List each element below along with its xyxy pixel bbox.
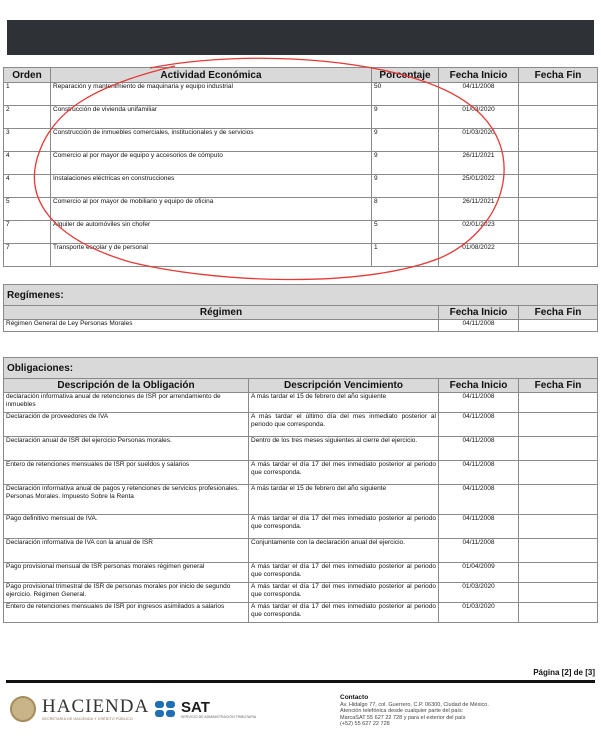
table-row (4, 393, 598, 413)
cell-inicio: 04/11/2008 (439, 437, 519, 461)
table-row (4, 152, 598, 175)
cell-inicio: 04/11/2008 (439, 320, 519, 332)
table-row (4, 129, 598, 152)
cell-inicio: 25/01/2022 (439, 175, 519, 198)
cell-descripcion: Declaración informativa anual de pagos y retenciones de servicios profesionales. Personas Morales. Impuesto Sobre la Renta (4, 485, 249, 515)
cell-descripcion: Declaración informativa de IVA con la anual de ISR (4, 539, 249, 563)
col-fecha-fin: Fecha Fin (519, 379, 598, 393)
cell-fin (519, 198, 598, 221)
table-row (4, 198, 598, 221)
cell-inicio: 04/11/2008 (439, 393, 519, 413)
sat-logo (155, 700, 256, 719)
cell-inicio: 04/11/2008 (439, 539, 519, 563)
cell-porcentaje: 9 (372, 152, 439, 175)
cell-inicio: 01/08/2022 (439, 244, 519, 267)
cell-vencimiento: A más tardar el día 17 del mes inmediato posterior al periodo que corresponda. (249, 603, 439, 623)
national-seal-icon (10, 696, 36, 722)
page-number: Página [2] de [3] (533, 668, 595, 677)
contact-line: (+52) 55 627 22 728 (340, 721, 390, 727)
contact-title: Contacto (340, 694, 369, 701)
sat-subtitle: SERVICIO DE ADMINISTRACIÓN TRIBUTARIA (181, 715, 257, 719)
cell-porcentaje: 9 (372, 129, 439, 152)
table-row (4, 221, 598, 244)
col-fecha-fin: Fecha Fin (519, 306, 598, 320)
sat-mark-icon (155, 701, 177, 719)
cell-inicio: 04/11/2008 (439, 515, 519, 539)
cell-porcentaje: 5 (372, 221, 439, 244)
cell-regimen: Régimen General de Ley Personas Morales (4, 320, 439, 332)
sat-title: SAT (181, 699, 210, 716)
cell-inicio: 04/11/2008 (439, 413, 519, 437)
cell-descripcion: Declaración de proveedores de IVA (4, 413, 249, 437)
cell-porcentaje: 50 (372, 83, 439, 106)
table-row (4, 539, 598, 563)
cell-fin (519, 393, 598, 413)
cell-porcentaje: 1 (372, 244, 439, 267)
col-fecha-inicio: Fecha Inicio (439, 306, 519, 320)
cell-fin (519, 437, 598, 461)
cell-fin (519, 175, 598, 198)
cell-inicio: 04/11/2008 (439, 485, 519, 515)
cell-fin (519, 413, 598, 437)
cell-fin (519, 563, 598, 583)
cell-vencimiento: A más tardar el último día del mes inmediato posterior al periodo que corresponda. (249, 413, 439, 437)
table-row (4, 244, 598, 267)
cell-inicio: 01/03/2020 (439, 106, 519, 129)
cell-descripcion: Pago provisional trimestral de ISR de personas morales por inicio de segundo ejercicio. Régimen General. (4, 583, 249, 603)
cell-actividad: Comercio al por mayor de equipo y accesorios de cómputo (51, 152, 372, 175)
col-vencimiento: Descripción Vencimiento (249, 379, 439, 393)
col-porcentaje: Porcentaje (372, 68, 439, 83)
cell-inicio: 04/11/2008 (439, 461, 519, 485)
cell-vencimiento: A más tardar el día 17 del mes inmediato posterior al periodo que corresponda. (249, 461, 439, 485)
cell-orden: 4 (4, 152, 51, 175)
activities-table (3, 67, 598, 267)
table-row (4, 515, 598, 539)
cell-inicio: 26/11/2021 (439, 152, 519, 175)
cell-fin (519, 320, 598, 332)
cell-porcentaje: 9 (372, 106, 439, 129)
table-row (4, 583, 598, 603)
cell-descripcion: Entero de retenciones mensuales de ISR por sueldos y salarios (4, 461, 249, 485)
contact-line: Av. Hidalgo 77, col. Guerrero, C.P. 06300, Ciudad de México. (340, 701, 489, 708)
cell-fin (519, 539, 598, 563)
cell-descripcion: Entero de retenciones mensuales de ISR por ingresos asimilados a salarios (4, 603, 249, 623)
cell-actividad: Comercio al por mayor de mobiliario y equipo de oficina (51, 198, 372, 221)
cell-fin (519, 515, 598, 539)
cell-inicio: 01/03/2020 (439, 129, 519, 152)
cell-descripcion: declaración informativa anual de retenciones de ISR por arrendamiento de inmuebles (4, 393, 249, 413)
cell-fin (519, 152, 598, 175)
contact-line: MarcaSAT 55 627 22 728 y para el exterior del país (340, 714, 466, 721)
contact-line: Atención telefónica desde cualquier parte del país: (340, 708, 464, 714)
table-row (4, 461, 598, 485)
col-regimen: Régimen (4, 306, 439, 320)
regimenes-table (3, 284, 598, 332)
cell-vencimiento: A más tardar el 15 de febrero del año siguiente (249, 393, 439, 413)
cell-inicio: 01/03/2020 (439, 583, 519, 603)
col-fecha-inicio: Fecha Inicio (439, 68, 519, 83)
cell-orden: 7 (4, 244, 51, 267)
cell-fin (519, 129, 598, 152)
col-fecha-fin: Fecha Fin (519, 68, 598, 83)
cell-inicio: 01/04/2009 (439, 563, 519, 583)
table-row (4, 320, 598, 332)
cell-vencimiento: Dentro de los tres meses siguientes al cierre del ejercicio. (249, 437, 439, 461)
table-row (4, 563, 598, 583)
cell-actividad: Construcción de inmuebles comerciales, institucionales y de servicios (51, 129, 372, 152)
cell-actividad: Reparación y mantenimiento de maquinaria y equipo industrial (51, 83, 372, 106)
hacienda-title: HACIENDA (42, 696, 150, 717)
regimenes-title: Regímenes: (4, 285, 598, 306)
cell-vencimiento: A más tardar el día 17 del mes inmediato posterior al periodo que corresponda. (249, 583, 439, 603)
obligaciones-table (3, 357, 598, 623)
table-row (4, 437, 598, 461)
cell-actividad: Alquiler de automóviles sin chofer (51, 221, 372, 244)
header-bar (7, 20, 594, 55)
cell-porcentaje: 9 (372, 175, 439, 198)
cell-fin (519, 106, 598, 129)
cell-vencimiento: A más tardar el 15 de febrero del año siguiente (249, 485, 439, 515)
cell-orden: 4 (4, 175, 51, 198)
cell-vencimiento: A más tardar el día 17 del mes inmediato posterior al periodo que corresponda. (249, 515, 439, 539)
table-row (4, 413, 598, 437)
footer-divider (6, 680, 595, 683)
contact-block (340, 695, 596, 728)
cell-actividad: Construcción de vivienda unifamiliar (51, 106, 372, 129)
cell-orden: 3 (4, 129, 51, 152)
cell-inicio: 01/03/2020 (439, 603, 519, 623)
table-row (4, 106, 598, 129)
col-actividad: Actividad Económica (51, 68, 372, 83)
cell-vencimiento: A más tardar el día 17 del mes inmediato posterior al periodo que corresponda. (249, 563, 439, 583)
table-row (4, 83, 598, 106)
cell-fin (519, 221, 598, 244)
cell-inicio: 26/11/2021 (439, 198, 519, 221)
cell-fin (519, 485, 598, 515)
cell-actividad: Instalaciones eléctricas en construcciones (51, 175, 372, 198)
table-row (4, 603, 598, 623)
cell-porcentaje: 8 (372, 198, 439, 221)
cell-fin (519, 244, 598, 267)
cell-descripcion: Declaración anual de ISR del ejercicio Personas morales. (4, 437, 249, 461)
col-orden: Orden (4, 68, 51, 83)
cell-orden: 2 (4, 106, 51, 129)
hacienda-subtitle: SECRETARÍA DE HACIENDA Y CRÉDITO PÚBLICO (42, 717, 133, 721)
cell-orden: 5 (4, 198, 51, 221)
col-descripcion: Descripción de la Obligación (4, 379, 249, 393)
cell-fin (519, 603, 598, 623)
hacienda-logo (10, 696, 149, 722)
cell-actividad: Transporte escolar y de personal (51, 244, 372, 267)
cell-orden: 7 (4, 221, 51, 244)
cell-fin (519, 583, 598, 603)
obligaciones-title: Obligaciones: (4, 358, 598, 379)
col-fecha-inicio: Fecha Inicio (439, 379, 519, 393)
cell-fin (519, 83, 598, 106)
cell-inicio: 02/01/2023 (439, 221, 519, 244)
cell-fin (519, 461, 598, 485)
cell-descripcion: Pago definitivo mensual de IVA. (4, 515, 249, 539)
cell-orden: 1 (4, 83, 51, 106)
cell-inicio: 04/11/2008 (439, 83, 519, 106)
cell-descripcion: Pago provisional mensual de ISR personas morales régimen general (4, 563, 249, 583)
table-row (4, 175, 598, 198)
cell-vencimiento: Conjuntamente con la declaración anual del ejercicio. (249, 539, 439, 563)
table-row (4, 485, 598, 515)
